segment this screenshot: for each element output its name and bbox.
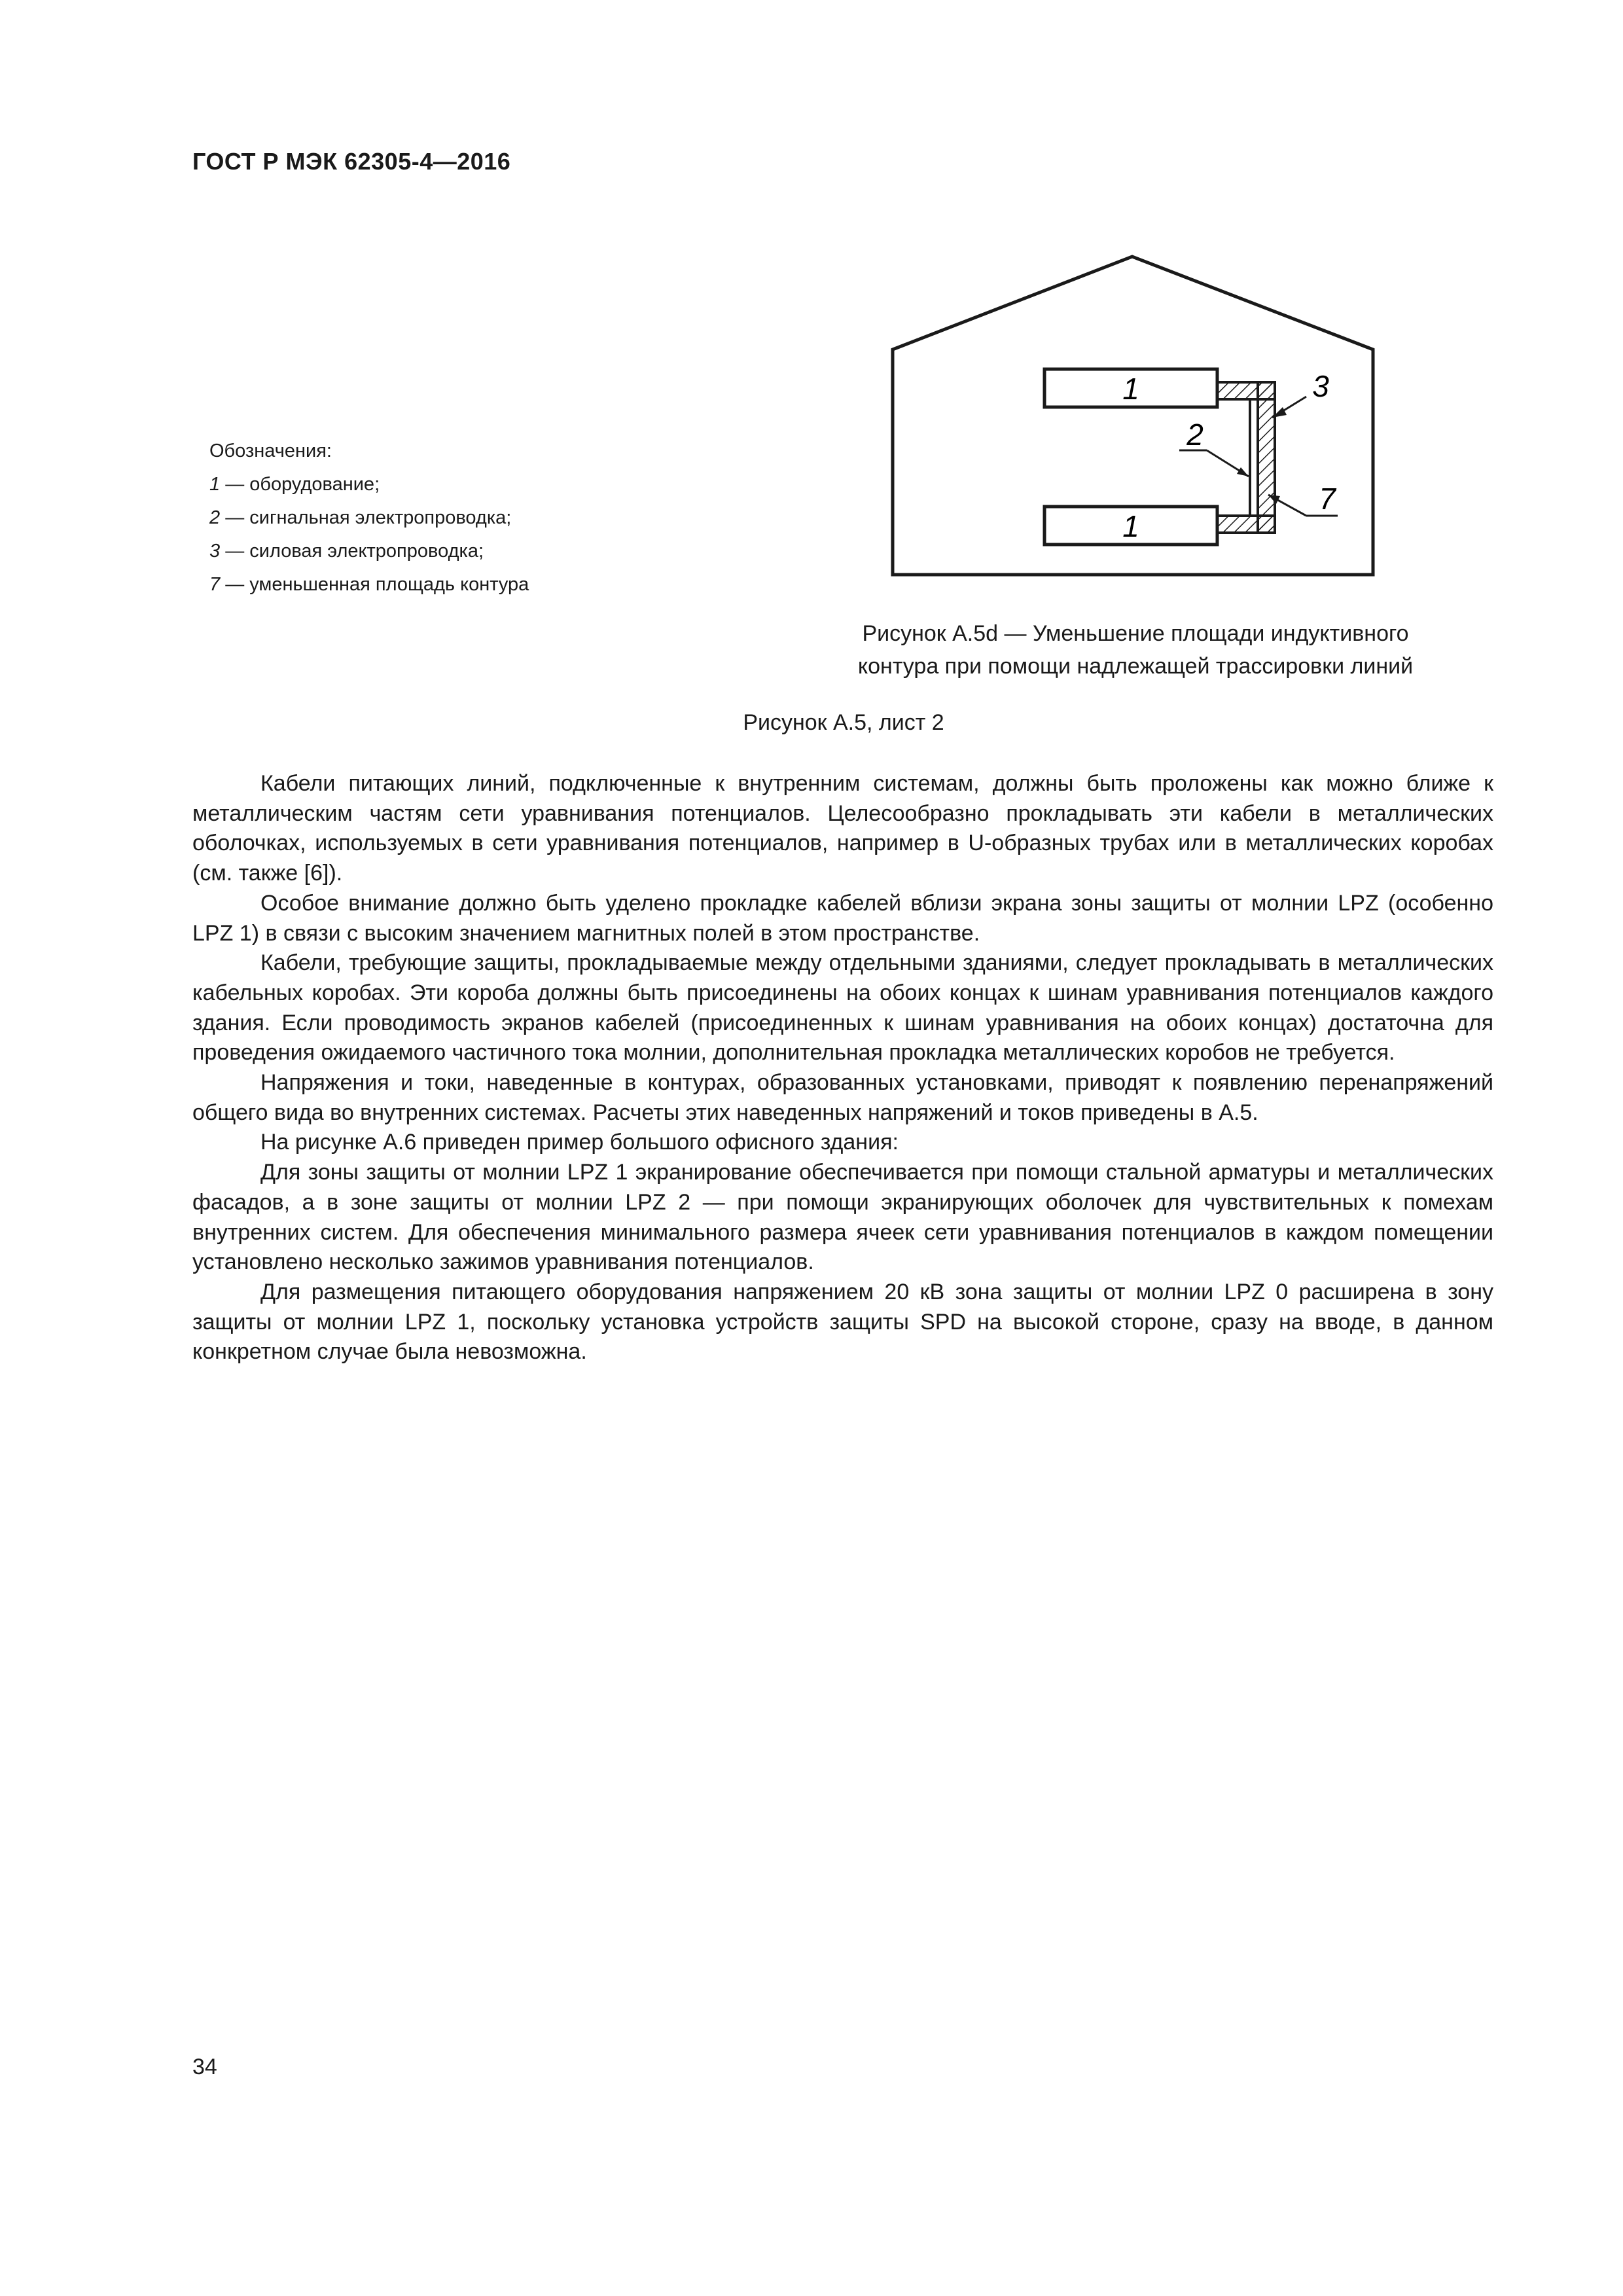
legend-item-text: — сигнальная электропроводка; <box>220 507 512 528</box>
figure-caption-a5d <box>805 617 1466 683</box>
legend-item-number: 3 <box>209 541 221 562</box>
label-power-wiring: 3 <box>1312 369 1329 403</box>
figure-caption-line: контура при помощи надлежащей трассировки линий <box>857 654 1414 679</box>
legend-title: Обозначения: <box>209 440 332 461</box>
power-wiring-bottom <box>1217 516 1275 533</box>
arrowhead-2 <box>1237 467 1249 476</box>
paragraph: Напряжения и токи, наведенные в контурах, образованных установками, приводят к появлению перенапряжений общего вида во внутренних системах. Расчеты этих наведенных напряжений и токов приведены в А.5. <box>192 1070 1493 1125</box>
paragraph: На рисунке А.6 приведен пример большого офисного здания: <box>260 1130 899 1155</box>
paragraph: Для размещения питающего оборудования напряжением 20 кВ зона защиты от молнии LPZ 0 расширена в зону защиты от молнии LPZ 1, поскольку установка устройств защиты SPD на высокой стороне, сразу на вводе, в данном конкретном случае была невозможна. <box>192 1279 1493 1365</box>
figure-legend <box>209 435 641 601</box>
label-equipment-top: 1 <box>1122 372 1139 406</box>
legend-item-number: 7 <box>209 574 221 595</box>
page-number: 34 <box>192 2054 217 2079</box>
diagram-svg <box>890 254 1387 594</box>
paragraph: Кабели, требующие защиты, прокладываемые между отдельными зданиями, следует прокладывать в металлических кабельных коробах. Эти короба должны быть присоединены на обоих концах к шинам уравнивания потенциалов каждого здания. Если проводимость экранов кабелей (присоединенных к шинам уравнивания на обоих концах) достаточна для проведения ожидаемого частичного тока молнии, дополнительная прокладка металлических коробов не требуется. <box>192 950 1493 1066</box>
legend-item-text: — оборудование; <box>220 474 380 495</box>
legend-item-number: 1 <box>209 474 221 495</box>
legend-item <box>209 501 641 535</box>
legend-item <box>209 535 641 568</box>
label-signal-wiring: 2 <box>1186 418 1204 452</box>
power-wiring-vertical <box>1258 382 1275 533</box>
legend-item-text: — уменьшенная площадь контура <box>220 574 529 595</box>
signal-wiring <box>1217 399 1250 516</box>
document-header: ГОСТ Р МЭК 62305-4—2016 <box>192 148 511 175</box>
paragraph: Кабели питающих линий, подключенные к внутренним системам, должны быть проложены как можно ближе к металлическим частям сети уравнивания потенциалов. Целесообразно прокладывать эти кабели в металлических оболочках, используемых в сети уравнивания потенциалов, например в U-образных трубах или в металлических коробах (см. также [6]). <box>192 771 1493 886</box>
building-loop-diagram <box>890 254 1387 594</box>
legend-item <box>209 468 641 501</box>
body-text <box>192 769 1493 1367</box>
figure-caption-a5: Рисунок А.5, лист 2 <box>743 710 944 735</box>
legend-item-text: — силовая электропроводка; <box>220 541 484 562</box>
legend-item-number: 2 <box>209 507 221 528</box>
paragraph: Особое внимание должно быть уделено прокладке кабелей вблизи экрана зоны защиты от молнии LPZ (особенно LPZ 1) в связи с высоким значением магнитных полей в этом пространстве. <box>192 890 1493 946</box>
label-equipment-bottom: 1 <box>1122 509 1139 543</box>
figure-caption-line: Рисунок А.5d — Уменьшение площади индуктивного <box>862 621 1409 646</box>
paragraph: Для зоны защиты от молнии LPZ 1 экранирование обеспечивается при помощи стальной арматуры и металлических фасадов, а в зоне защиты от молнии LPZ 2 — при помощи экранирующих оболочек для чувствительных к помехам внутренних систем. Для обеспечения минимального размера ячеек сети уравнивания потенциалов в каждом помещении установлено несколько зажимов уравнивания потенциалов. <box>192 1160 1493 1275</box>
label-reduced-loop: 7 <box>1319 482 1336 516</box>
legend-item <box>209 568 641 601</box>
